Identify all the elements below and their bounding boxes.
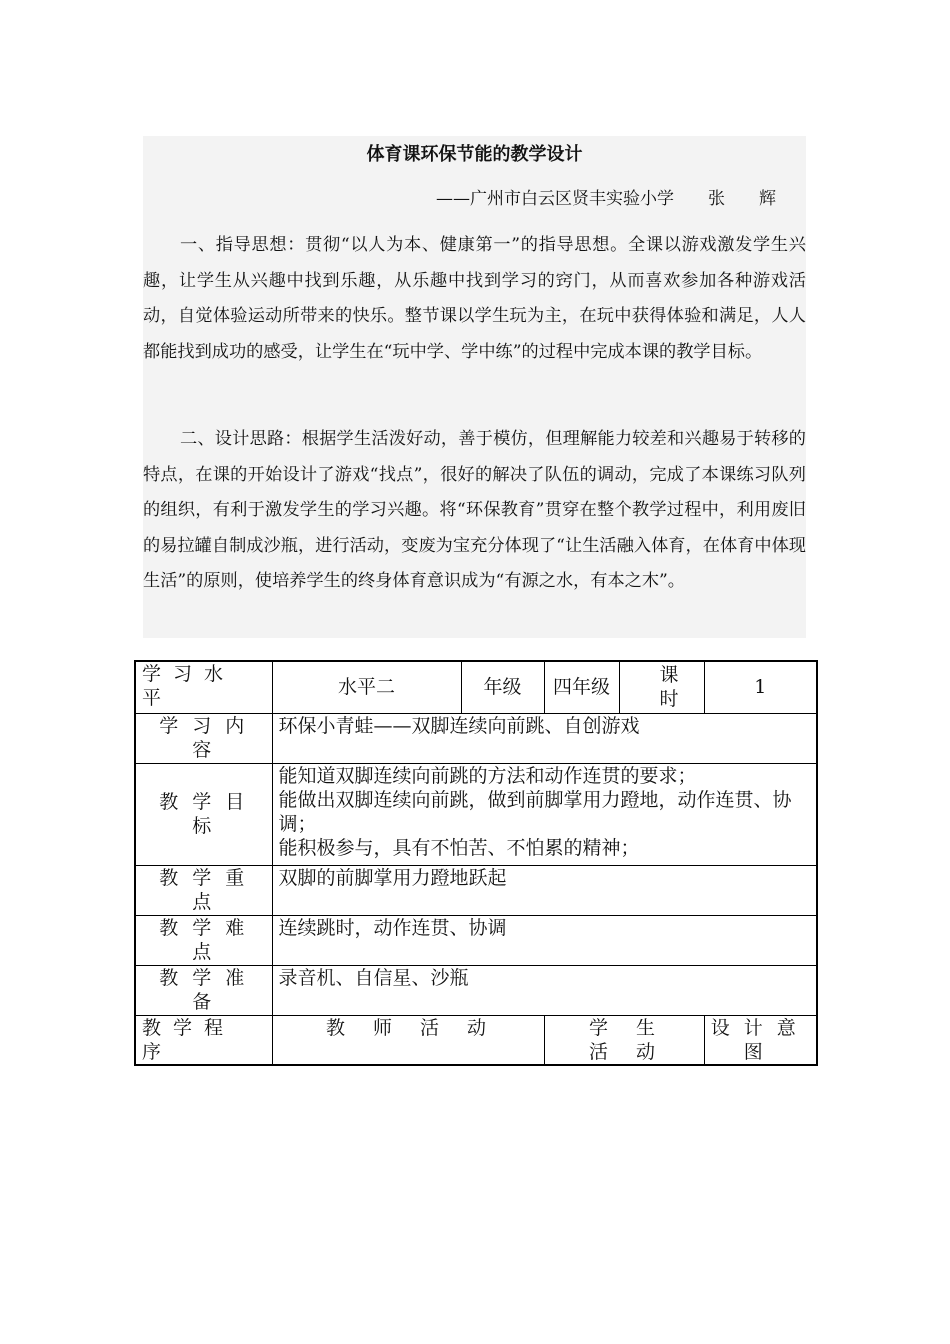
key-point-label: 教学重点	[135, 865, 272, 915]
lesson-plan-table	[134, 660, 818, 1066]
grade-value: 四年级	[544, 661, 619, 713]
level-value: 水平二	[272, 661, 461, 713]
procedure-header-row	[135, 1015, 817, 1065]
intro-section	[143, 136, 806, 638]
period-label: 课时	[619, 661, 704, 713]
design-idea-paragraph: 二、设计思路：根据学生活泼好动，善于模仿，但理解能力较差和兴趣易于转移的特点，在课的开始设计了游戏“找点”，很好的解决了队伍的调动，完成了本课练习队列的组织，有利于激发学生的学习兴趣。将“环保教育”贯穿在整个教学过程中，利用废旧的易拉罐自制成沙瓶，进行活动，变废为宝充分体现了“让生活融入体育，在体育中体现生活”的原则，使培养学生的终身体育意识成为“有源之水，有本之木”。	[143, 429, 806, 591]
procedure-label: 教学程序	[135, 1015, 272, 1065]
document-title: 体育课环保节能的教学设计	[366, 144, 583, 165]
goal-item: 能做出双脚连续向前跳，做到前脚掌用力蹬地，动作连贯、协调；	[278, 788, 792, 835]
content-value: 环保小青蛙——双脚连续向前跳、自创游戏	[272, 713, 817, 763]
key-point-value: 双脚的前脚掌用力蹬地跃起	[272, 865, 817, 915]
preparation-row	[135, 965, 817, 1015]
goals-row	[135, 763, 817, 865]
goal-item: 能知道双脚连续向前跳的方法和动作连贯的要求；	[278, 764, 697, 787]
guiding-idea-paragraph: 一、指导思想：贯彻“以人为本、健康第一”的指导思想。全课以游戏激发学生兴趣，让学生从兴趣中找到乐趣，从乐趣中找到学习的窍门，从而喜欢参加各种游戏活动，自觉体验运动所带来的快乐。整节课以学生玩为主，在玩中获得体验和满足，人人都能找到成功的感受，让学生在“玩中学、学中练”的过程中完成本课的教学目标。	[143, 235, 806, 362]
difficulty-row	[135, 915, 817, 965]
goals-label: 教学目标	[135, 763, 272, 865]
content-label: 学习内容	[135, 713, 272, 763]
goals-list	[272, 763, 817, 865]
level-label: 学习水平	[135, 661, 272, 713]
preparation-label: 教学准备	[135, 965, 272, 1015]
grade-label: 年级	[461, 661, 544, 713]
period-value: 1	[704, 661, 817, 713]
level-row	[135, 661, 817, 713]
difficulty-value: 连续跳时，动作连贯、协调	[272, 915, 817, 965]
teacher-activity-header: 教师活动	[272, 1015, 544, 1065]
content-row	[135, 713, 817, 763]
author-byline: ——广州市白云区贤丰实验小学 张 辉	[436, 189, 776, 209]
goal-item: 能积极参与，具有不怕苦、不怕累的精神；	[278, 836, 640, 859]
key-point-row	[135, 865, 817, 915]
student-activity-header: 学生活动	[544, 1015, 704, 1065]
design-intent-header: 设计意图	[704, 1015, 817, 1065]
difficulty-label: 教学难点	[135, 915, 272, 965]
preparation-value: 录音机、自信星、沙瓶	[272, 965, 817, 1015]
